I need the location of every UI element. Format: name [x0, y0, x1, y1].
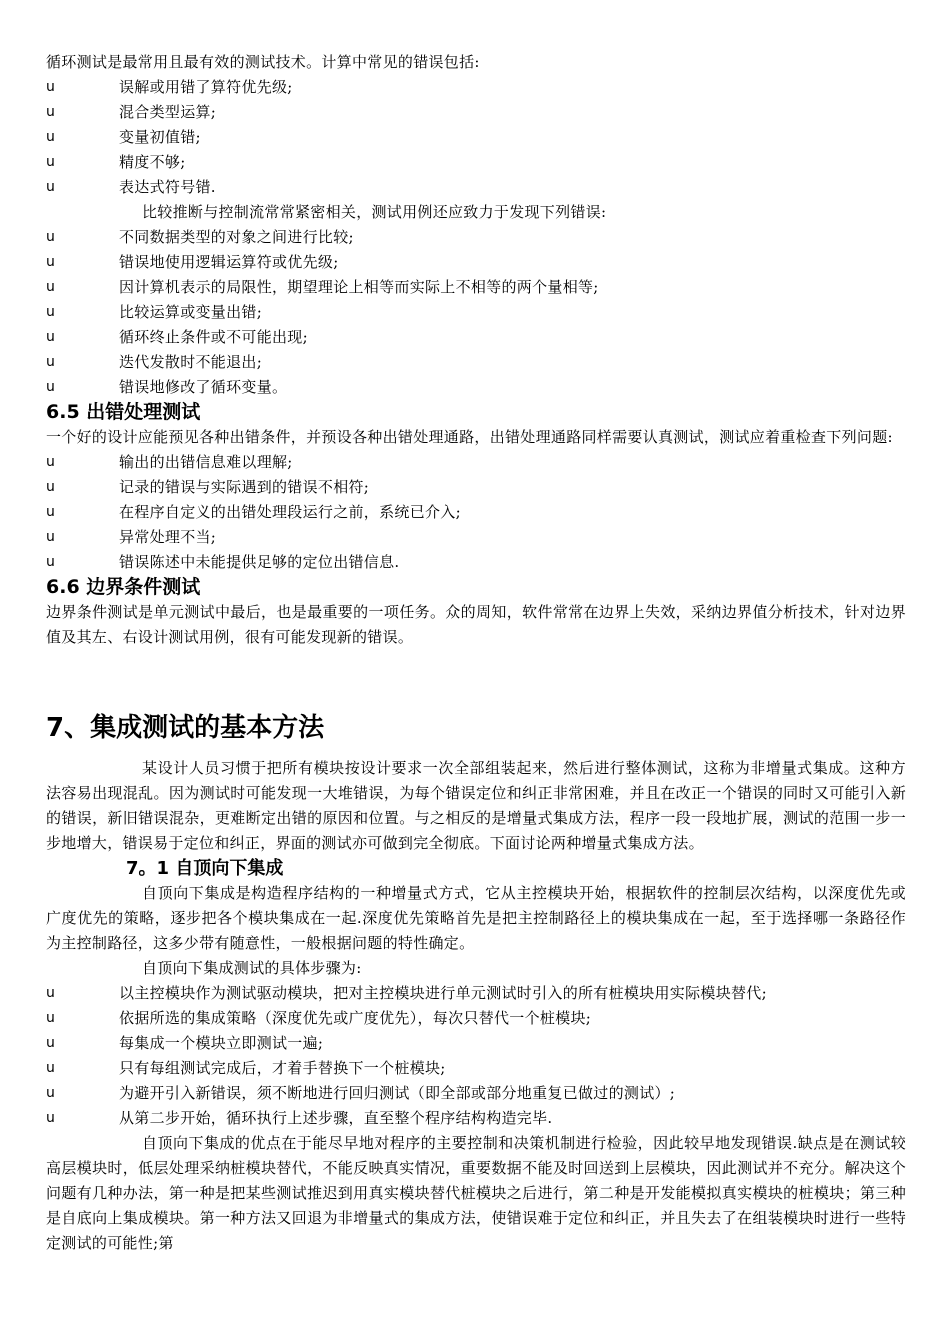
bullet-mark: u [46, 154, 56, 170]
chapter-7-paragraph: 某设计人员习惯于把所有模块按设计要求一次全部组装起来，然后进行整体测试，这称为非增量式集成。这种方法容易出现混乱。因为测试时可能发现一大堆错误，为每个错误定位和纠正非常困难，并且在改正一个错误的同时又可能引入新的错误，新旧错误混杂，更难断定出错的原因和位置。与之相反的是增量式集成方法，程序一段一段地扩展，测试的范围一步一步地增大，错误易于定位和纠正，界面的测试亦可做到完全彻底。下面讨论两种增量式集成方法。 [46, 759, 906, 852]
list-item: u 混合类型运算; [46, 100, 906, 125]
bullet-mark: u [46, 279, 56, 295]
section-6-6-paragraph: 边界条件测试是单元测试中最后，也是最重要的一项任务。众的周知，软件常常在边界上失效，采纳边界值分析技术，针对边界值及其左、右设计测试用例，很有可能发现新的错误。 [46, 603, 906, 646]
compare-error-list [46, 225, 906, 400]
bullet-mark: u [46, 1035, 56, 1051]
list-item: u 记录的错误与实际遇到的错误不相符; [46, 475, 906, 500]
bullet-mark: u [46, 129, 56, 145]
bullet-mark: u [46, 254, 56, 270]
list-item: u 在程序自定义的出错处理段运行之前，系统已介入; [46, 500, 906, 525]
compare-intro: 比较推断与控制流常常紧密相关，测试用例还应致力于发现下列错误: [142, 203, 607, 221]
error-list [46, 75, 906, 200]
bullet-mark: u [46, 1060, 56, 1076]
list-item: u 精度不够; [46, 150, 906, 175]
section-7-1-paragraph: 自顶向下集成是构造程序结构的一种增量式方式，它从主控模块开始，根据软件的控制层次结构，以深度优先或广度优先的策略，逐步把各个模块集成在一起.深度优先策略首先是把主控制路径上的模块集成在一起，至于选择哪一条路径作为主控制路径，这多少带有随意性，一般根据问题的特性确定。 [46, 884, 906, 952]
steps-list [46, 981, 906, 1131]
bullet-mark: u [46, 379, 56, 395]
list-item: u 输出的出错信息难以理解; [46, 450, 906, 475]
bullet-mark: u [46, 104, 56, 120]
list-item: u 因计算机表示的局限性，期望理论上相等而实际上不相等的两个量相等; [46, 275, 906, 300]
list-item: u 比较运算或变量出错; [46, 300, 906, 325]
bullet-mark: u [46, 329, 56, 345]
list-item: u 不同数据类型的对象之间进行比较; [46, 225, 906, 250]
list-item: u 以主控模块作为测试驱动模块，把对主控模块进行单元测试时引入的所有桩模块用实际模块替代; [46, 981, 906, 1006]
list-item: u 误解或用错了算符优先级; [46, 75, 906, 100]
section-6-5-paragraph: 一个好的设计应能预见各种出错条件，并预设各种出错处理通路，出错处理通路同样需要认真测试，测试应着重检查下列问题: [46, 428, 893, 446]
bullet-mark: u [46, 179, 56, 195]
document-page [46, 50, 906, 1256]
bullet-mark: u [46, 1110, 56, 1126]
list-item: u 变量初值错; [46, 125, 906, 150]
bullet-mark: u [46, 1010, 56, 1026]
bullet-mark: u [46, 229, 56, 245]
bullet-mark: u [46, 985, 56, 1001]
list-item: u 依据所选的集成策略（深度优先或广度优先），每次只替代一个桩模块; [46, 1006, 906, 1031]
list-item: u 每集成一个模块立即测试一遍; [46, 1031, 906, 1056]
list-item: u 循环终止条件或不可能出现; [46, 325, 906, 350]
bullet-mark: u [46, 529, 56, 545]
intro-line: 循环测试是最常用且最有效的测试技术。计算中常见的错误包括: [46, 53, 480, 71]
section-7-1-paragraph-2: 自顶向下集成的优点在于能尽早地对程序的主要控制和决策机制进行检验，因此较早地发现错误.缺点是在测试较高层模块时，低层处理采纳桩模块替代，不能反映真实情况，重要数据不能及时回送到上层模块，因此测试并不充分。解决这个问题有几种办法，第一种是把某些测试推迟到用真实模块替代桩模块之后进行，第二种是开发能模拟真实模块的桩模块；第三种是自底向上集成模块。第一种方法又回退为非增量式的集成方法，使错误难于定位和纠正，并且失去了在组装模块时进行一些特定测试的可能性;第 [46, 1134, 906, 1252]
list-item: u 只有每组测试完成后，才着手替换下一个桩模块; [46, 1056, 906, 1081]
steps-intro: 自顶向下集成测试的具体步骤为: [142, 959, 362, 977]
list-item: u 错误陈述中未能提供足够的定位出错信息. [46, 550, 906, 575]
bullet-mark: u [46, 479, 56, 495]
list-item: u 异常处理不当; [46, 525, 906, 550]
list-item: u 从第二步开始，循环执行上述步骤，直至整个程序结构构造完毕. [46, 1106, 906, 1131]
list-item: u 错误地修改了循环变量。 [46, 375, 906, 400]
error-handling-list [46, 450, 906, 575]
chapter-heading-7: 7、集成测试的基本方法 [46, 713, 325, 743]
bullet-mark: u [46, 504, 56, 520]
list-item: u 错误地使用逻辑运算符或优先级; [46, 250, 906, 275]
section-heading-6-6: 6.6 边界条件测试 [46, 576, 201, 598]
list-item: u 为避开引入新错误，须不断地进行回归测试（即全部或部分地重复已做过的测试）; [46, 1081, 906, 1106]
bullet-mark: u [46, 454, 56, 470]
list-item: u 表达式符号错. [46, 175, 906, 200]
section-heading-6-5: 6.5 出错处理测试 [46, 401, 201, 423]
bullet-mark: u [46, 554, 56, 570]
bullet-mark: u [46, 79, 56, 95]
bullet-mark: u [46, 1085, 56, 1101]
bullet-mark: u [46, 354, 56, 370]
bullet-mark: u [46, 304, 56, 320]
section-heading-7-1: 7。1 自顶向下集成 [126, 858, 284, 879]
list-item: u 迭代发散时不能退出; [46, 350, 906, 375]
